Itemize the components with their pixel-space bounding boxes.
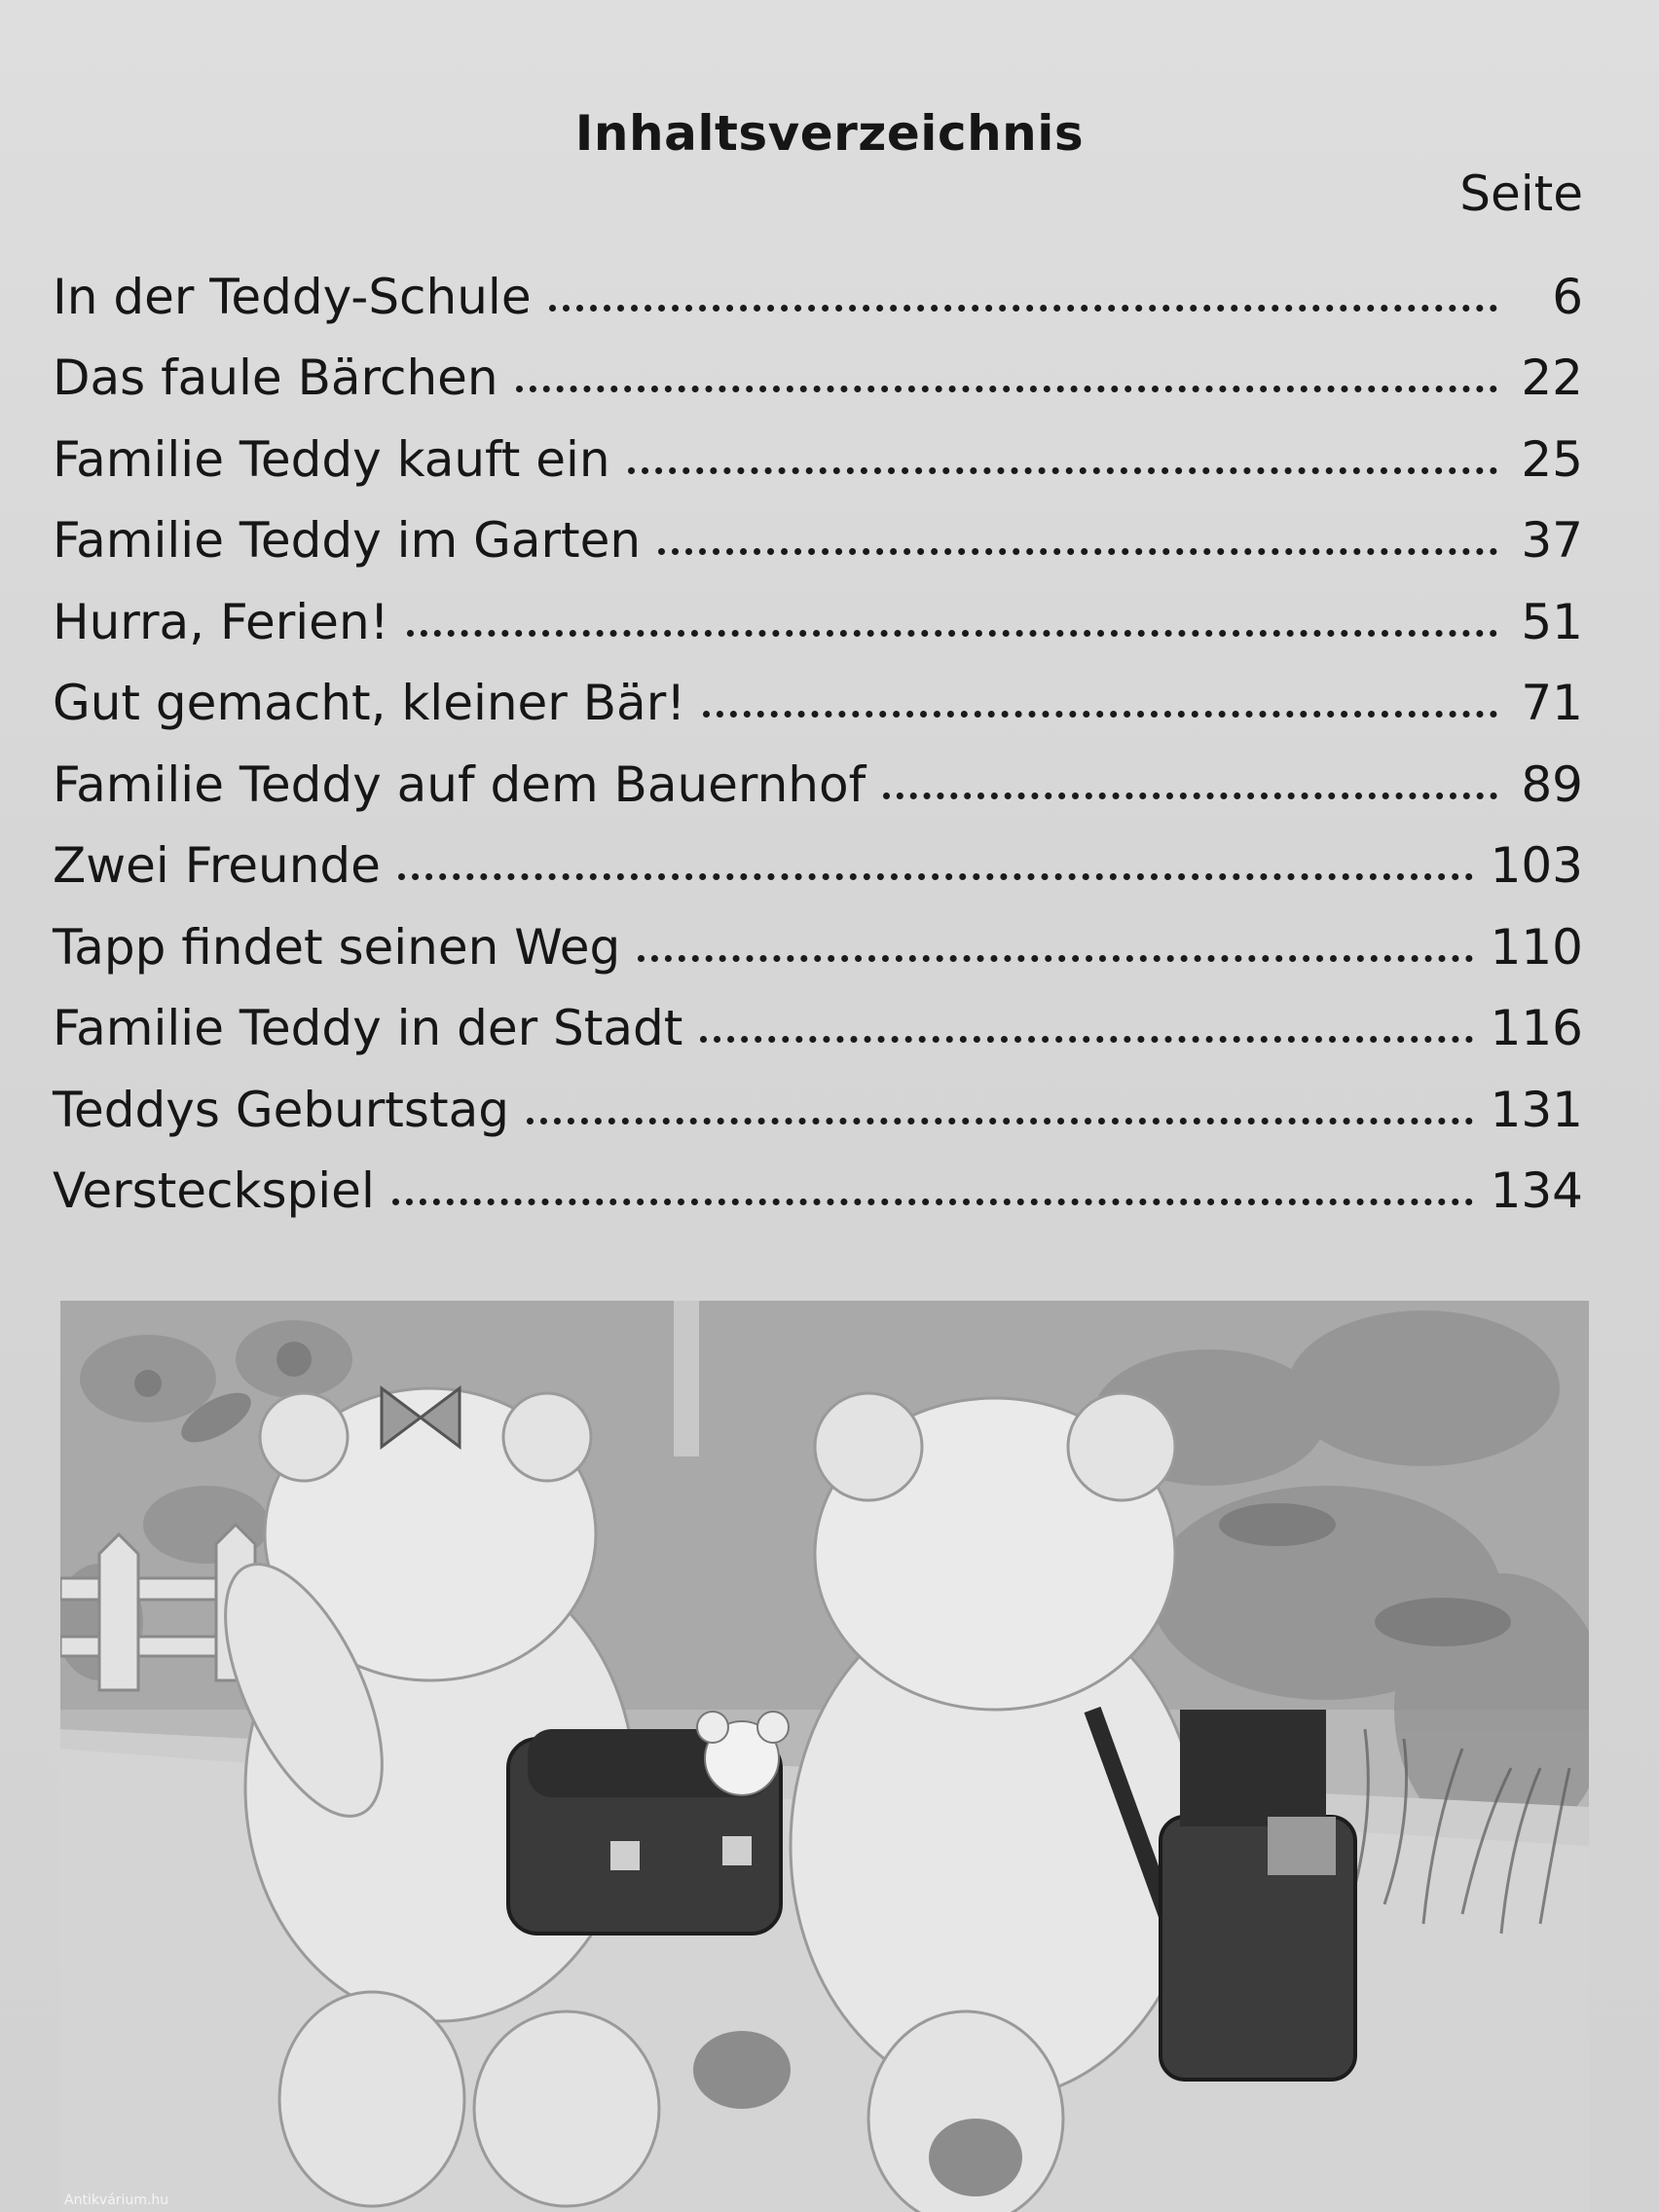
toc-entry-title: In der Teddy-Schule <box>53 268 532 325</box>
teddy-bears-illustration <box>60 1301 1589 2212</box>
toc-entry-page: 71 <box>1521 675 1583 731</box>
page-title: Inhaltsverzeichnis <box>574 105 1085 162</box>
toc-entry <box>53 325 1583 407</box>
toc-entry <box>53 650 1583 732</box>
dot-leader <box>658 548 1497 555</box>
toc-entry-title: Tapp findet seinen Weg <box>53 918 621 976</box>
toc-entry-title: Versteckspiel <box>53 1162 375 1219</box>
toc-entry-title: Hurra, Ferien! <box>53 593 389 650</box>
toc-entry-page: 22 <box>1521 350 1583 406</box>
toc-entry <box>53 1138 1583 1220</box>
dot-leader <box>407 630 1497 637</box>
dot-leader <box>703 711 1497 718</box>
toc-entry-title: Familie Teddy in der Stadt <box>53 1000 683 1056</box>
dot-leader <box>392 1198 1473 1205</box>
toc-entry-page: 131 <box>1490 1081 1583 1138</box>
watermark: Antikvárium.hu <box>64 2193 169 2208</box>
toc-entry-page: 25 <box>1521 430 1583 488</box>
table-of-contents <box>53 243 1583 1219</box>
toc-entry <box>53 1056 1583 1138</box>
toc-entry <box>53 976 1583 1057</box>
toc-entry-title: Teddys Geburtstag <box>53 1081 509 1138</box>
toc-entry-page: 110 <box>1490 918 1583 976</box>
toc-entry-title: Familie Teddy im Garten <box>53 512 642 569</box>
dot-leader <box>516 386 1497 392</box>
toc-entry-page: 116 <box>1490 1000 1583 1056</box>
dot-leader <box>527 1118 1473 1124</box>
dot-leader <box>700 1036 1472 1043</box>
toc-entry-title: Familie Teddy kauft ein <box>53 430 610 488</box>
dot-leader <box>638 955 1472 962</box>
toc-entry-title: Zwei Freunde <box>53 837 381 894</box>
toc-entry <box>53 813 1583 895</box>
toc-entry-title: Das faule Bärchen <box>53 350 498 406</box>
toc-entry-page: 6 <box>1552 268 1583 325</box>
toc-entry <box>53 488 1583 570</box>
toc-entry <box>53 406 1583 488</box>
toc-entry <box>53 569 1583 650</box>
dot-leader <box>398 873 1473 880</box>
toc-entry <box>53 243 1583 325</box>
toc-entry <box>53 894 1583 976</box>
toc-entry-page: 37 <box>1521 512 1583 569</box>
toc-entry-page: 51 <box>1521 593 1583 650</box>
toc-entry-page: 134 <box>1490 1162 1583 1219</box>
page-column-label: Seite <box>1459 166 1583 222</box>
dot-leader <box>883 793 1497 799</box>
toc-entry-page: 103 <box>1490 837 1583 894</box>
dot-leader <box>549 305 1497 312</box>
toc-entry-title: Gut gemacht, kleiner Bär! <box>53 675 686 731</box>
toc-entry <box>53 731 1583 813</box>
dot-leader <box>628 467 1497 474</box>
toc-entry-title: Familie Teddy auf dem Bauernhof <box>53 756 866 813</box>
toc-entry-page: 89 <box>1521 756 1583 813</box>
